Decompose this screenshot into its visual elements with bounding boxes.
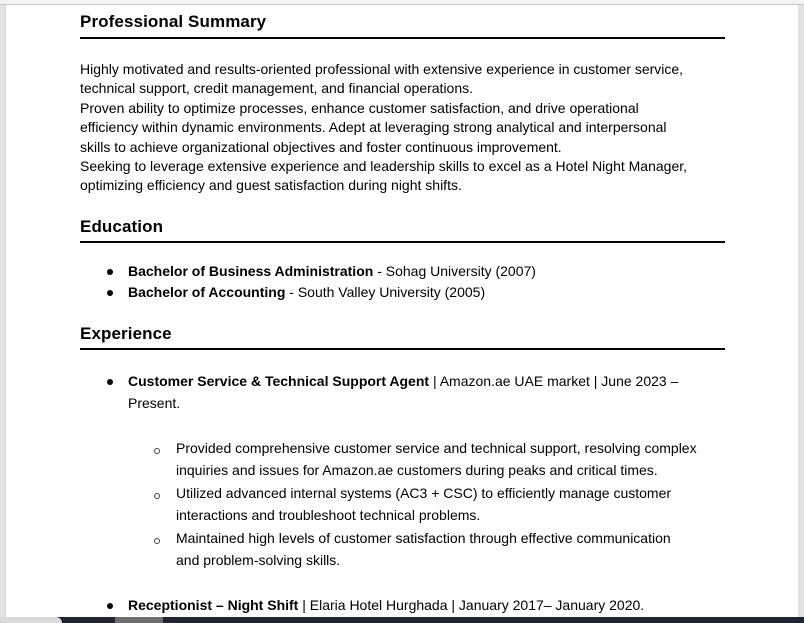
degree-name: Bachelor of Business Administration: [128, 263, 374, 279]
document-page[interactable]: [6, 5, 798, 617]
summary-line: optimizing efficiency and guest satisfaction during night shifts.: [80, 177, 462, 194]
bullet-icon: [107, 290, 113, 296]
experience-rule: [80, 348, 725, 350]
experience-section: [80, 323, 726, 345]
job-bullet-continued: inquiries and issues for Amazon.ae customers during peaks and critical times.: [176, 462, 658, 478]
education-item: [128, 282, 485, 304]
experience-heading: Experience: [80, 324, 172, 343]
education-heading: Education: [80, 217, 164, 236]
job-details: | Elaria Hotel Hurghada | January 2017– January 2020.: [298, 597, 645, 613]
summary-line: skills to achieve organizational objectives and foster continuous improvement.: [80, 138, 562, 155]
education-section: [80, 216, 726, 238]
summary-line: Seeking to leverage extensive experience and leadership skills to excel as a Hotel Night Manager,: [80, 158, 688, 175]
job-bullet-continued: and problem-solving skills.: [176, 552, 341, 568]
job-details-continued: Present.: [128, 395, 181, 411]
summary-rule: [80, 37, 725, 39]
summary-line: Highly motivated and results-oriented professional with extensive experience in customer service,: [80, 61, 684, 77]
sub-bullet-icon: [154, 448, 160, 454]
sub-bullet-icon: [154, 493, 160, 499]
bullet-icon: [107, 269, 113, 275]
job-entry: [128, 595, 644, 617]
education-item: [128, 261, 536, 283]
degree-institution: - Sohag University (2007): [373, 263, 536, 279]
sub-bullet-icon: [154, 538, 160, 544]
job-bullet: Maintained high levels of customer satisfaction through effective communication: [176, 530, 671, 546]
job-bullet: Utilized advanced internal systems (AC3 + CSC) to efficiently manage customer: [176, 485, 672, 501]
summary-line: efficiency within dynamic environments. Adept at leveraging strong analytical and interpersonal: [80, 119, 667, 136]
summary-section: [80, 11, 726, 33]
vertical-scrollbar[interactable]: [798, 5, 804, 617]
taskbar-start-area[interactable]: [0, 617, 62, 623]
job-bullet: Provided comprehensive customer service and technical support, resolving complex: [176, 440, 697, 456]
job-title: Receptionist – Night Shift: [128, 597, 299, 613]
bullet-icon: [107, 603, 113, 609]
education-rule: [80, 241, 725, 243]
job-details: | Amazon.ae UAE market | June 2023 –: [429, 373, 679, 389]
degree-institution: - South Valley University (2005): [285, 284, 486, 300]
summary-line: technical support, credit management, and financial operations.: [80, 80, 474, 97]
summary-heading: Professional Summary: [80, 12, 267, 31]
job-bullet-continued: interactions and troubleshoot technical problems.: [176, 507, 481, 523]
taskbar-app-thumbnail[interactable]: [115, 617, 163, 623]
bullet-icon: [107, 379, 113, 385]
degree-name: Bachelor of Accounting: [128, 284, 286, 300]
job-title: Customer Service & Technical Support Agent: [128, 373, 430, 389]
job-entry: [128, 371, 678, 393]
summary-paragraph: [80, 60, 726, 196]
summary-line: Proven ability to optimize processes, enhance customer satisfaction, and drive operational: [80, 99, 639, 116]
taskbar: [0, 617, 804, 623]
